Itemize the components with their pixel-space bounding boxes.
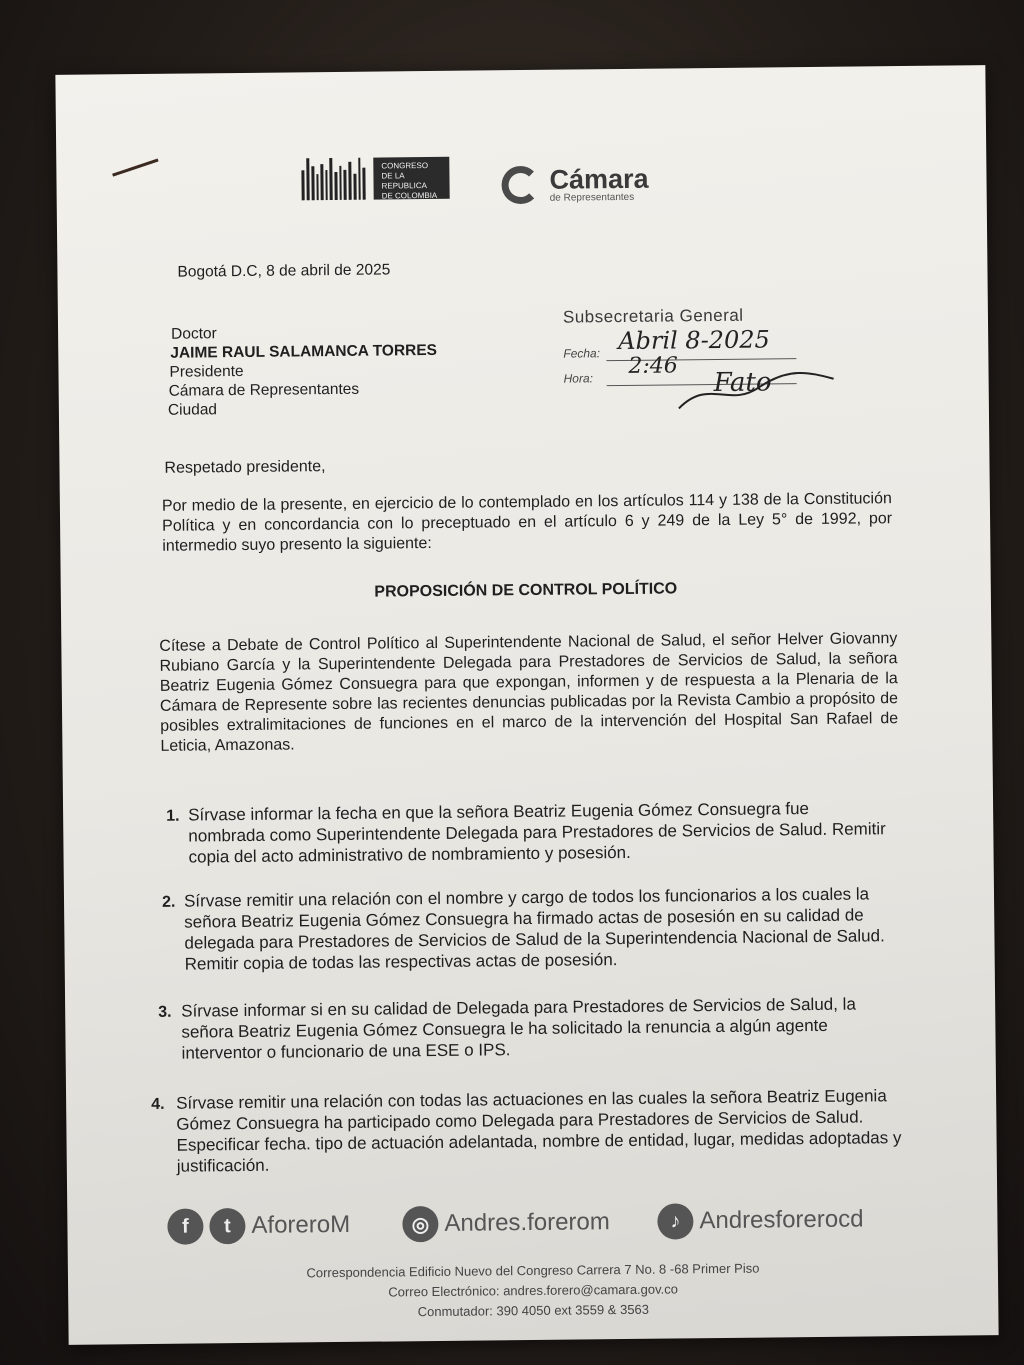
footer-email: Correo Electrónico: andres.forero@camara.gov.co [388, 1281, 679, 1300]
footer-phone: Conmutador: 390 4050 ext 3559 & 3563 [417, 1301, 650, 1320]
list-item: Sírvase remitir una relación con el nombre y cargo de todos los funcionarios a los cuales la señora Beatriz Eugenia Gómez Consuegra ha firmado actas de posesión en su calidad de delegada para Prestadores de Servicios de Salud de la Superintendencia Nacional de Salud. Remitir copia de todas las respectivas actas de posesión. [183, 884, 885, 974]
recipient-title: Doctor [171, 325, 217, 343]
tiktok-icon: ♪ [657, 1203, 693, 1239]
ink-mark [112, 158, 158, 176]
camara-logo [501, 165, 648, 205]
twitter-icon: t [209, 1208, 245, 1244]
social-handle: AforeroM [251, 1210, 351, 1239]
camara-subtitle: de Representantes [549, 191, 635, 204]
body-paragraph: Cítese a Debate de Control Político al Superintendente Nacional de Salud, el señor Helver Giovanny Rubiano García y la Superintendente Delegada para Prestadores de Servicios de Salud, la señora Beatriz Eugenia Gómez Consuegra para que expongan, informen y de respuesta a la Plenaria de la Cámara de Represente sobre las recientes denuncias publicadas por la Revista Cambio a propósito de posibles extralimitaciones de funciones en el marco de la intervención del Hospital San Rafael de Leticia, Amazonas. [159, 630, 899, 755]
place-date: Bogotá D.C, 8 de abril de 2025 [177, 261, 391, 281]
social-tiktok [657, 1202, 863, 1240]
recipient-name: JAIME RAUL SALAMANCA TORRES [170, 341, 438, 362]
item-number: 2. [161, 893, 176, 911]
congreso-logo [301, 157, 449, 201]
salutation: Respetado presidente, [164, 458, 326, 477]
recipient-role: Presidente [169, 362, 244, 381]
footer-address: Correspondencia Edificio Nuevo del Congreso Carrera 7 No. 8 -68 Primer Piso [306, 1260, 760, 1281]
stamp-fecha-label: Fecha: [563, 346, 601, 361]
recipient-city: Ciudad [167, 401, 218, 419]
recipient-org: Cámara de Representantes [168, 380, 360, 400]
camara-logo-icon [501, 166, 539, 204]
item-number: 4. [151, 1095, 165, 1113]
congreso-logo-mark [301, 158, 367, 201]
facebook-icon: f [167, 1208, 203, 1244]
social-handle: Andresforerocd [699, 1205, 864, 1235]
camara-name: Cámara [549, 163, 649, 195]
item-number: 1. [166, 807, 180, 825]
instagram-icon: ◎ [402, 1206, 438, 1242]
stamp-fecha-value: Abril 8-2025 [618, 325, 770, 356]
signature-scribble [668, 367, 839, 419]
item-number: 3. [158, 1003, 172, 1021]
list-item: Sírvase remitir una relación con todas las actuaciones en las cuales la señora Beatriz Eugenia Gómez Consuegra ha participado como Delegada para Prestadores de Servicios de Salud. Especificar fecha. tipo de actuación adelantada, nombre de entidad, lugar, medidas adoptadas y justificación. [176, 1086, 902, 1176]
social-handle: Andres.forerom [444, 1208, 610, 1237]
social-twitter-facebook [167, 1207, 350, 1245]
stamp-title: Subsecretaria General [562, 305, 744, 327]
proposal-heading: PROPOSICIÓN DE CONTROL POLÍTICO [374, 580, 678, 601]
stamp-hora-value: 2:46 [628, 353, 678, 379]
social-instagram [402, 1204, 610, 1242]
stamp-signature: Fato [713, 367, 772, 399]
congreso-logo-text: CONGRESO DE LA REPUBLICA DE COLOMBIA [373, 157, 449, 200]
intro-paragraph: Por medio de la presente, en ejercicio de lo contemplado en los artículos 114 y 138 de la Constitución Política y en concordancia con lo preceptuado en el artículo 6 y 249 de la Ley 5° de 1992, por intermedio suyo presento la siguiente: [161, 490, 893, 555]
document-page [55, 65, 998, 1345]
list-item: Sírvase informar si en su calidad de Delegada para Prestadores de Servicios de Salud, la señora Beatriz Eugenia Gómez Consuegra le ha solicitado la renuncia a algún agente interventor o funcionario de una ESE o IPS. [181, 994, 856, 1063]
list-item: Sírvase informar la fecha en que la señora Beatriz Eugenia Gómez Consuegra fue nombrada como Superintendente Delegada para Prestadores de Servicios de Salud. Remitir copia del acto administrativo de nombramiento y posesión. [188, 799, 886, 867]
stamp-hora-label: Hora: [563, 371, 593, 386]
